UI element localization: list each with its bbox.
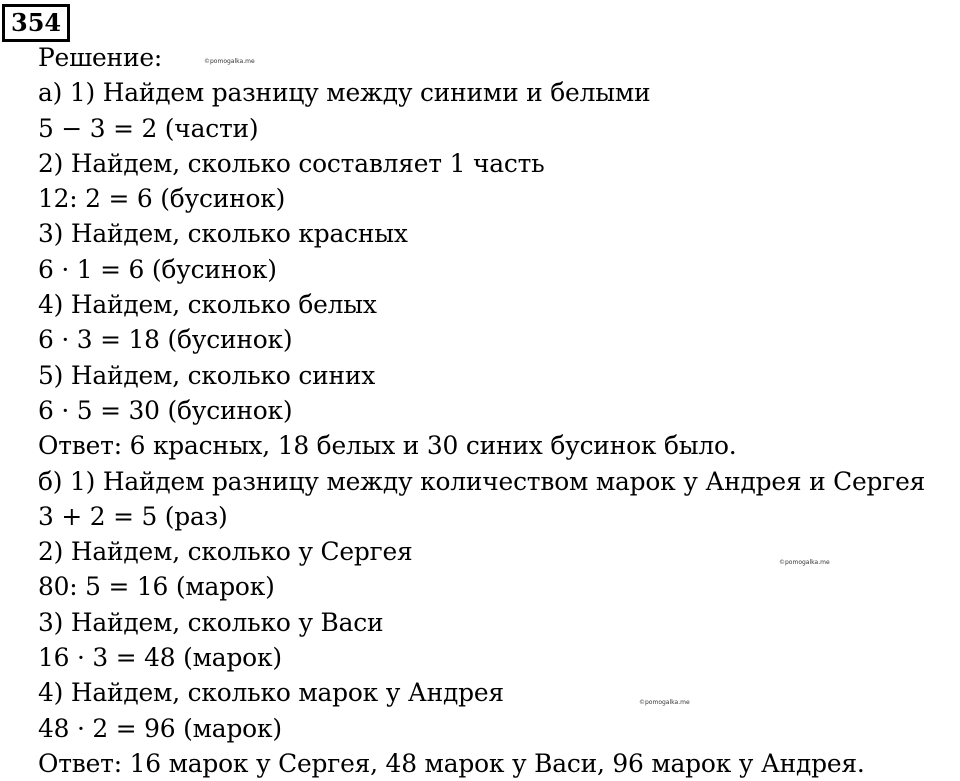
problem-number: 354 xyxy=(2,4,70,42)
part-a-step-2: 2) Найдем, сколько составляет 1 часть xyxy=(38,148,545,178)
part-b-calc-1: 3 + 2 = 5 (раз) xyxy=(38,501,228,531)
watermark: ©pomogalka.me xyxy=(779,559,830,566)
solution-text xyxy=(38,40,960,781)
part-a-calc-4: 6 · 3 = 18 (бусинок) xyxy=(38,325,293,355)
part-a-calc-3: 6 · 1 = 6 (бусинок) xyxy=(38,254,277,284)
part-a-calc-5: 6 · 5 = 30 (бусинок) xyxy=(38,395,293,425)
part-b-step-2: 2) Найдем, сколько у Сергея xyxy=(38,537,413,567)
part-b-calc-2: 80: 5 = 16 (марок) xyxy=(38,572,275,602)
part-a-calc-1: 5 − 3 = 2 (части) xyxy=(38,113,259,143)
part-b-calc-3: 16 · 3 = 48 (марок) xyxy=(38,643,282,673)
part-b-step-4: 4) Найдем, сколько марок у Андрея xyxy=(38,678,504,708)
watermark: ©pomogalka.me xyxy=(639,699,690,706)
watermark: ©pomogalka.me xyxy=(204,58,255,65)
solution-heading: Решение: xyxy=(38,43,163,72)
part-b-answer: Ответ: 16 марок у Сергея, 48 марок у Васи, 96 марок у Андрея. xyxy=(38,748,865,778)
part-a-step-4: 4) Найдем, сколько белых xyxy=(38,290,377,320)
part-a-step-1: а) 1) Найдем разницу между синими и белыми xyxy=(38,78,651,108)
part-a-step-3: 3) Найдем, сколько красных xyxy=(38,219,408,249)
part-b-step-1: б) 1) Найдем разницу между количеством марок у Андрея и Сергея xyxy=(38,466,926,496)
part-a-calc-2: 12: 2 = 6 (бусинок) xyxy=(38,184,286,214)
part-a-step-5: 5) Найдем, сколько синих xyxy=(38,360,376,390)
part-a-answer: Ответ: 6 красных, 18 белых и 30 синих бусинок было. xyxy=(38,431,737,461)
part-b-step-3: 3) Найдем, сколько у Васи xyxy=(38,607,384,637)
part-b-calc-4: 48 · 2 = 96 (марок) xyxy=(38,713,282,743)
